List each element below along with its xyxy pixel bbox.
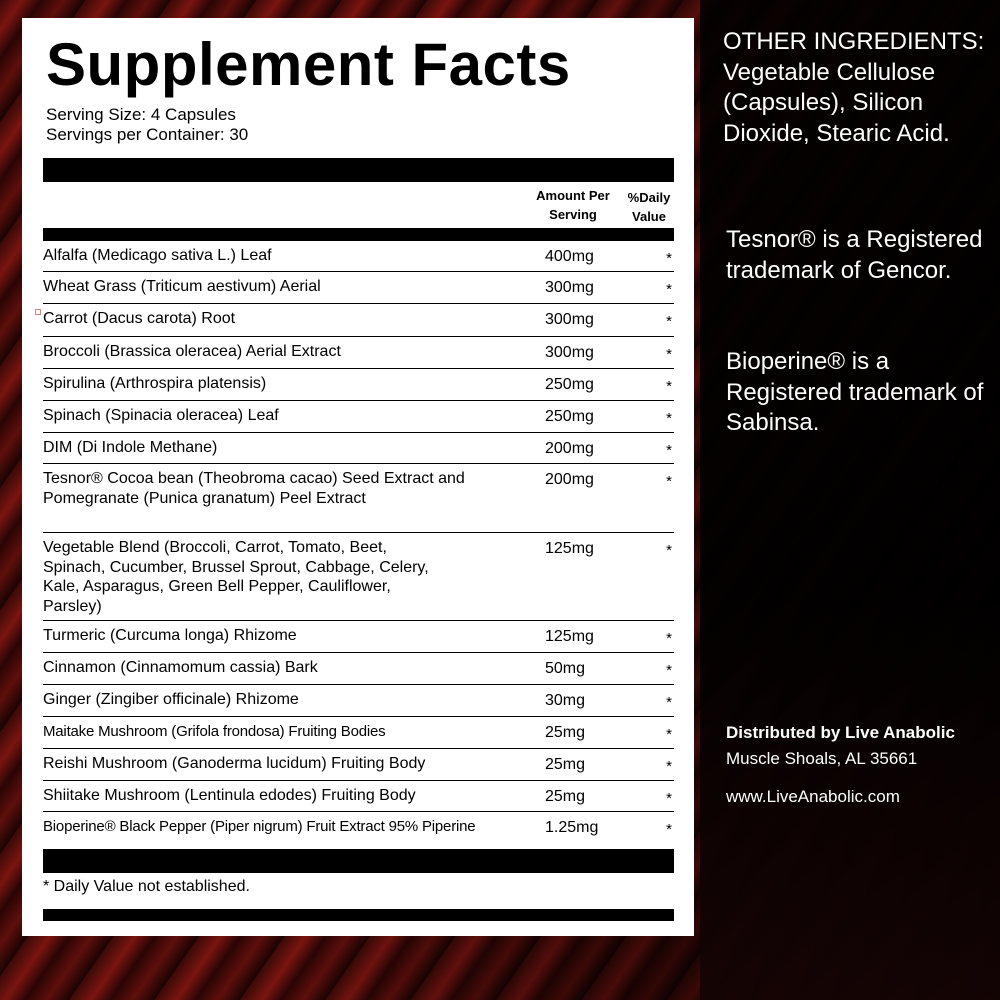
ingredient-amount: 300mg [545, 344, 594, 361]
ingredient-amount: 300mg [545, 279, 594, 296]
servings-per-container: Servings per Container: 30 [46, 125, 249, 144]
ingredient-row [43, 749, 674, 781]
ingredient-amount: 400mg [545, 248, 594, 265]
ingredient-dv: * [666, 313, 672, 330]
ingredient-row [43, 272, 674, 304]
ingredient-name: Spinach (Spinacia oleracea) Leaf [43, 407, 279, 424]
ingredient-name: Spirulina (Arthrospira platensis) [43, 375, 267, 392]
ingredient-amount: 125mg [545, 628, 594, 645]
ingredient-amount: 125mg [545, 540, 594, 557]
ingredient-row [43, 369, 674, 401]
ingredient-name: Maitake Mushroom (Grifola frondosa) Fruiting Bodies [43, 723, 386, 740]
supplement-facts-panel [22, 18, 694, 936]
ingredient-amount: 1.25mg [545, 819, 599, 836]
ingredient-row [43, 685, 674, 717]
ingredient-name: Alfalfa (Medicago sativa L.) Leaf [43, 247, 272, 264]
ingredient-dv: * [666, 410, 672, 427]
ingredient-name: Bioperine® Black Pepper (Piper nigrum) Fruit Extract 95% Piperine [43, 818, 476, 835]
ingredient-dv: * [666, 630, 672, 647]
ingredient-row [43, 464, 674, 533]
ingredient-amount: 25mg [545, 788, 586, 805]
ingredient-dv: * [666, 378, 672, 395]
header-amount-line2: Serving [549, 207, 597, 222]
header-dv-line1: %Daily [627, 190, 671, 205]
daily-value-footnote: * Daily Value not established. [43, 878, 250, 895]
ingredient-dv: * [666, 250, 672, 267]
ingredient-amount: 25mg [545, 756, 586, 773]
ingredient-dv: * [666, 726, 672, 743]
ingredient-dv: * [666, 346, 672, 363]
ingredient-row [43, 717, 674, 749]
ingredient-name: Reishi Mushroom (Ganoderma lucidum) Fruiting Body [43, 755, 426, 772]
ingredient-dv: * [666, 758, 672, 775]
ingredient-amount: 250mg [545, 408, 594, 425]
ingredient-dv: * [666, 790, 672, 807]
distributor-name: Distributed by Live Anabolic [726, 723, 955, 742]
trademark-tesnor: Tesnor® is a Registered trademark of Gencor. [726, 226, 983, 284]
ingredient-table [43, 241, 674, 844]
ingredient-dv: * [666, 694, 672, 711]
ingredient-amount: 300mg [545, 311, 594, 328]
header-amount-per-serving [522, 186, 624, 224]
ingredient-row [43, 433, 674, 464]
ingredient-row [43, 653, 674, 685]
ingredient-name: Vegetable Blend (Broccoli, Carrot, Tomato, Beet, Spinach, Cucumber, Brussel Sprout, Cabbage, Celery, Kale, Asparagus, Green Bell Pepper, Cauliflower, Parsley) [43, 539, 429, 615]
ingredient-dv: * [666, 542, 672, 559]
background-dark-area [700, 0, 1000, 1000]
ingredient-dv: * [666, 821, 672, 838]
ingredient-dv: * [666, 442, 672, 459]
ingredient-amount: 50mg [545, 660, 586, 677]
ingredient-amount: 25mg [545, 724, 586, 741]
broken-image-icon [35, 309, 41, 315]
ingredient-row [43, 812, 674, 844]
ingredient-name: Cinnamon (Cinnamomum cassia) Bark [43, 659, 318, 676]
ingredient-amount: 250mg [545, 376, 594, 393]
ingredient-dv: * [666, 473, 672, 490]
header-amount-line1: Amount Per [536, 188, 610, 203]
ingredient-amount: 30mg [545, 692, 586, 709]
ingredient-name: Shiitake Mushroom (Lentinula edodes) Fruiting Body [43, 787, 416, 804]
divider-bar-end [43, 909, 674, 921]
ingredient-name: Wheat Grass (Triticum aestivum) Aerial [43, 278, 321, 295]
divider-bar-bottom [43, 849, 674, 873]
divider-bar-header [43, 228, 674, 241]
ingredient-dv: * [666, 281, 672, 298]
ingredient-name: Tesnor® Cocoa bean (Theobroma cacao) Seed Extract and Pomegranate (Punica granatum) Peel Extract [43, 470, 465, 507]
ingredient-row [43, 241, 674, 272]
label-title: Supplement Facts [46, 31, 571, 98]
ingredient-row [43, 533, 674, 621]
ingredient-name: Ginger (Zingiber officinale) Rhizome [43, 691, 299, 708]
trademark-bioperine: Bioperine® is a Registered trademark of Sabinsa. [726, 348, 984, 436]
ingredient-name: Turmeric (Curcuma longa) Rhizome [43, 627, 297, 644]
ingredient-row [43, 304, 674, 337]
ingredient-row [43, 401, 674, 433]
ingredient-name: Broccoli (Brassica oleracea) Aerial Extract [43, 343, 341, 360]
ingredient-row [43, 781, 674, 812]
distributor-website: www.LiveAnabolic.com [726, 787, 900, 806]
ingredient-row [43, 621, 674, 653]
divider-bar-top [43, 158, 674, 182]
header-dv-line2: Value [632, 209, 666, 224]
ingredient-amount: 200mg [545, 440, 594, 457]
ingredient-dv: * [666, 662, 672, 679]
ingredient-row [43, 337, 674, 369]
serving-size: Serving Size: 4 Capsules [46, 105, 236, 124]
header-daily-value [622, 188, 676, 226]
ingredient-name: Carrot (Dacus carota) Root [43, 310, 236, 327]
ingredient-name: DIM (Di Indole Methane) [43, 439, 218, 456]
distributor-address: Muscle Shoals, AL 35661 [726, 749, 918, 768]
ingredient-amount: 200mg [545, 471, 594, 488]
other-ingredients: OTHER INGREDIENTS: Vegetable Cellulose (Capsules), Silicon Dioxide, Stearic Acid. [723, 28, 985, 147]
